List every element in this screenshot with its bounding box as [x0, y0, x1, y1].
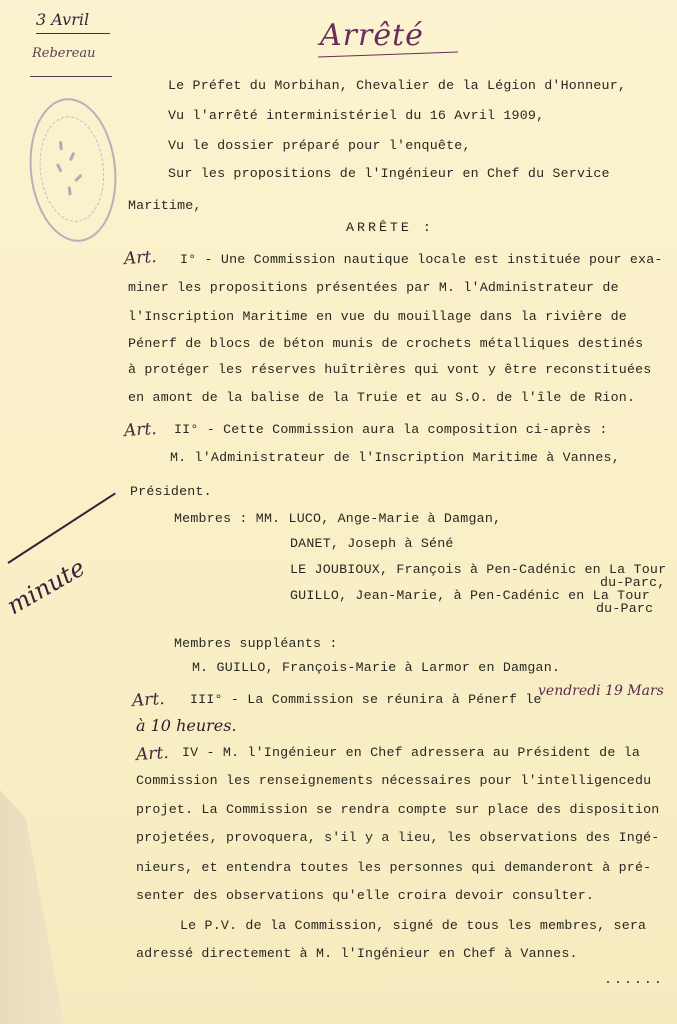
minute-underline: [7, 492, 115, 563]
preamble-line: Sur les propositions de l'Ingénieur en Chef du Service: [168, 166, 610, 181]
folio-note: 3 Avril: [36, 10, 90, 29]
article-1-line: miner les propositions présentées par M. l'Administrateur de: [128, 280, 619, 295]
member-entry: GUILLO, Jean-Marie, à Pen-Cadénic en La Tour: [290, 588, 650, 603]
article-2-line: M. l'Administrateur de l'Inscription Maritime à Vannes,: [170, 450, 620, 465]
preamble-line: Le Préfet du Morbihan, Chevalier de la Légion d'Honneur,: [168, 78, 627, 93]
document-title: Arrêté: [320, 18, 424, 53]
substitute-entry: M. GUILLO, François-Marie à Larmor en Damgan.: [192, 660, 561, 675]
article-4-line: projetées, provoquera, s'il y a lieu, les observations des Ingé-: [136, 830, 660, 845]
substitutes-label: Membres suppléants :: [174, 636, 338, 651]
article-4-line: projet. La Commission se rendra compte sur place des disposition: [136, 802, 660, 817]
article-2-line: II° - Cette Commission aura la composition ci-après :: [174, 422, 608, 437]
article-1-line: en amont de la balise de la Truie et au S.O. de l'île de Rion.: [128, 390, 636, 405]
preamble-line: Vu le dossier préparé pour l'enquête,: [168, 138, 471, 153]
folio-underline: [36, 33, 110, 34]
members-line: Membres : MM. LUCO, Ange-Marie à Damgan,: [174, 511, 502, 526]
article-4-line: nieurs, et entendra toutes les personnes qui demanderont à pré-: [136, 860, 652, 875]
meeting-time-handwritten: à 10 heures.: [136, 716, 237, 735]
preamble-line: Maritime,: [128, 198, 202, 213]
member-entry: DANET, Joseph à Séné: [290, 536, 454, 551]
member-entry: LE JOUBIOUX, François à Pen-Cadénic en La Tour: [290, 562, 667, 577]
paper-edge-shadow: [0, 790, 64, 1024]
article-4-line: Commission les renseignements nécessaires pour l'intelligencedu: [136, 773, 652, 788]
article-label: Art.: [131, 688, 166, 712]
article-1-line: Pénerf de blocs de béton munis de crochets métalliques destinés: [128, 336, 644, 351]
article-label: Art.: [135, 742, 170, 766]
member-entry-continued: du-Parc: [596, 601, 654, 616]
agent-name-note: Rebereau: [32, 46, 96, 61]
continuation-dots: ......: [604, 972, 664, 987]
article-label: Art.: [123, 246, 158, 270]
agent-underline: [30, 76, 112, 77]
official-stamp: [23, 94, 124, 246]
article-4-line: IV - M. l'Ingénieur en Chef adressera au Président de la: [182, 745, 641, 760]
preamble-line: Vu l'arrêté interministériel du 16 Avril 1909,: [168, 108, 545, 123]
closing-line: Le P.V. de la Commission, signé de tous les membres, sera: [180, 918, 647, 933]
article-3-line: III° - La Commission se réunira à Pénerf le: [190, 692, 542, 707]
article-1-line: I° - Une Commission nautique locale est instituée pour exa-: [180, 252, 663, 267]
meeting-date-handwritten: vendredi 19 Mars: [538, 683, 664, 699]
arrete-heading: ARRÊTE :: [346, 220, 434, 235]
member-entry-continued: du-Parc,: [600, 575, 666, 590]
stamp-inner-ring: [35, 113, 110, 225]
minute-annotation: minute: [2, 553, 90, 621]
closing-line: adressé directement à M. l'Ingénieur en Chef à Vannes.: [136, 946, 578, 961]
article-2-line: Président.: [130, 484, 212, 499]
article-label: Art.: [123, 418, 158, 442]
article-4-line: senter des observations qu'elle croira devoir consulter.: [136, 888, 595, 903]
article-1-line: à protéger les réserves huîtrières qui vont y être reconstituées: [128, 362, 652, 377]
article-1-line: l'Inscription Maritime en vue du mouillage dans la rivière de: [128, 309, 627, 324]
